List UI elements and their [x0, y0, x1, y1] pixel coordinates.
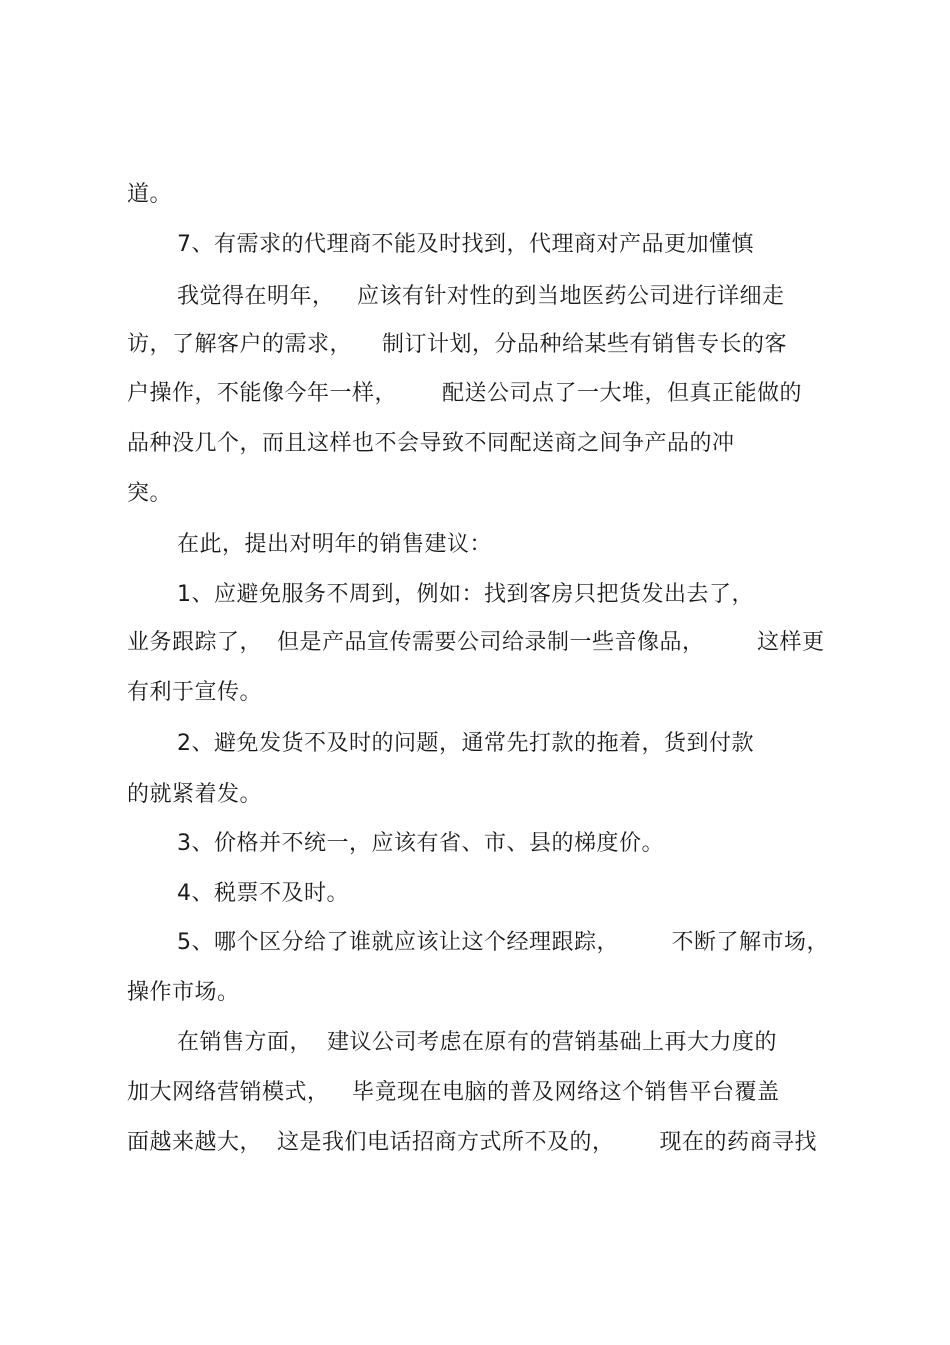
- text-line: 加大网络营销模式， 毕竟现在电脑的普及网络这个销售平台覆盖: [127, 1080, 780, 1105]
- text-line: 业务跟踪了， 但是产品宣传需要公司给录制一些音像品， 这样更: [127, 630, 825, 655]
- text-line: 的就紧着发。: [127, 782, 263, 807]
- text-line: 面越来越大， 这是我们电话招商方式所不及的， 现在的药商寻找: [127, 1130, 817, 1155]
- text-line: 访，了解客户的需求， 制订计划，分品种给某些有销售专长的客: [127, 332, 787, 357]
- text-line: 有利于宣传。: [127, 680, 263, 705]
- text-line: 2、避免发货不及时的问题，通常先打款的拖着，货到付款: [177, 731, 754, 756]
- text-line: 4、税票不及时。: [177, 881, 349, 906]
- text-line: 在此，提出对明年的销售建议：: [177, 532, 493, 557]
- text-line: 7、有需求的代理商不能及时找到，代理商对产品更加懂慎: [177, 232, 754, 257]
- text-line: 道。: [127, 182, 173, 207]
- text-line: 品种没几个，而且这样也不会导致不同配送商之间争产品的冲: [127, 431, 735, 456]
- text-line: 1、应避免服务不周到，例如：找到客房只把货发出去了，: [177, 582, 754, 607]
- text-line: 突。: [127, 481, 173, 506]
- text-line: 5、哪个区分给了谁就应该让这个经理跟踪， 不断了解市场，: [177, 930, 829, 955]
- text-line: 操作市场。: [127, 980, 240, 1005]
- text-line: 3、价格并不统一，应该有省、市、县的梯度价。: [177, 831, 664, 856]
- text-line: 户操作，不能像今年一样， 配送公司点了一大堆，但真正能做的: [127, 381, 802, 406]
- text-line: 在销售方面， 建议公司考虑在原有的营销基础上再大力度的: [177, 1030, 777, 1055]
- text-line: 我觉得在明年， 应该有针对性的到当地医药公司进行详细走: [177, 284, 785, 309]
